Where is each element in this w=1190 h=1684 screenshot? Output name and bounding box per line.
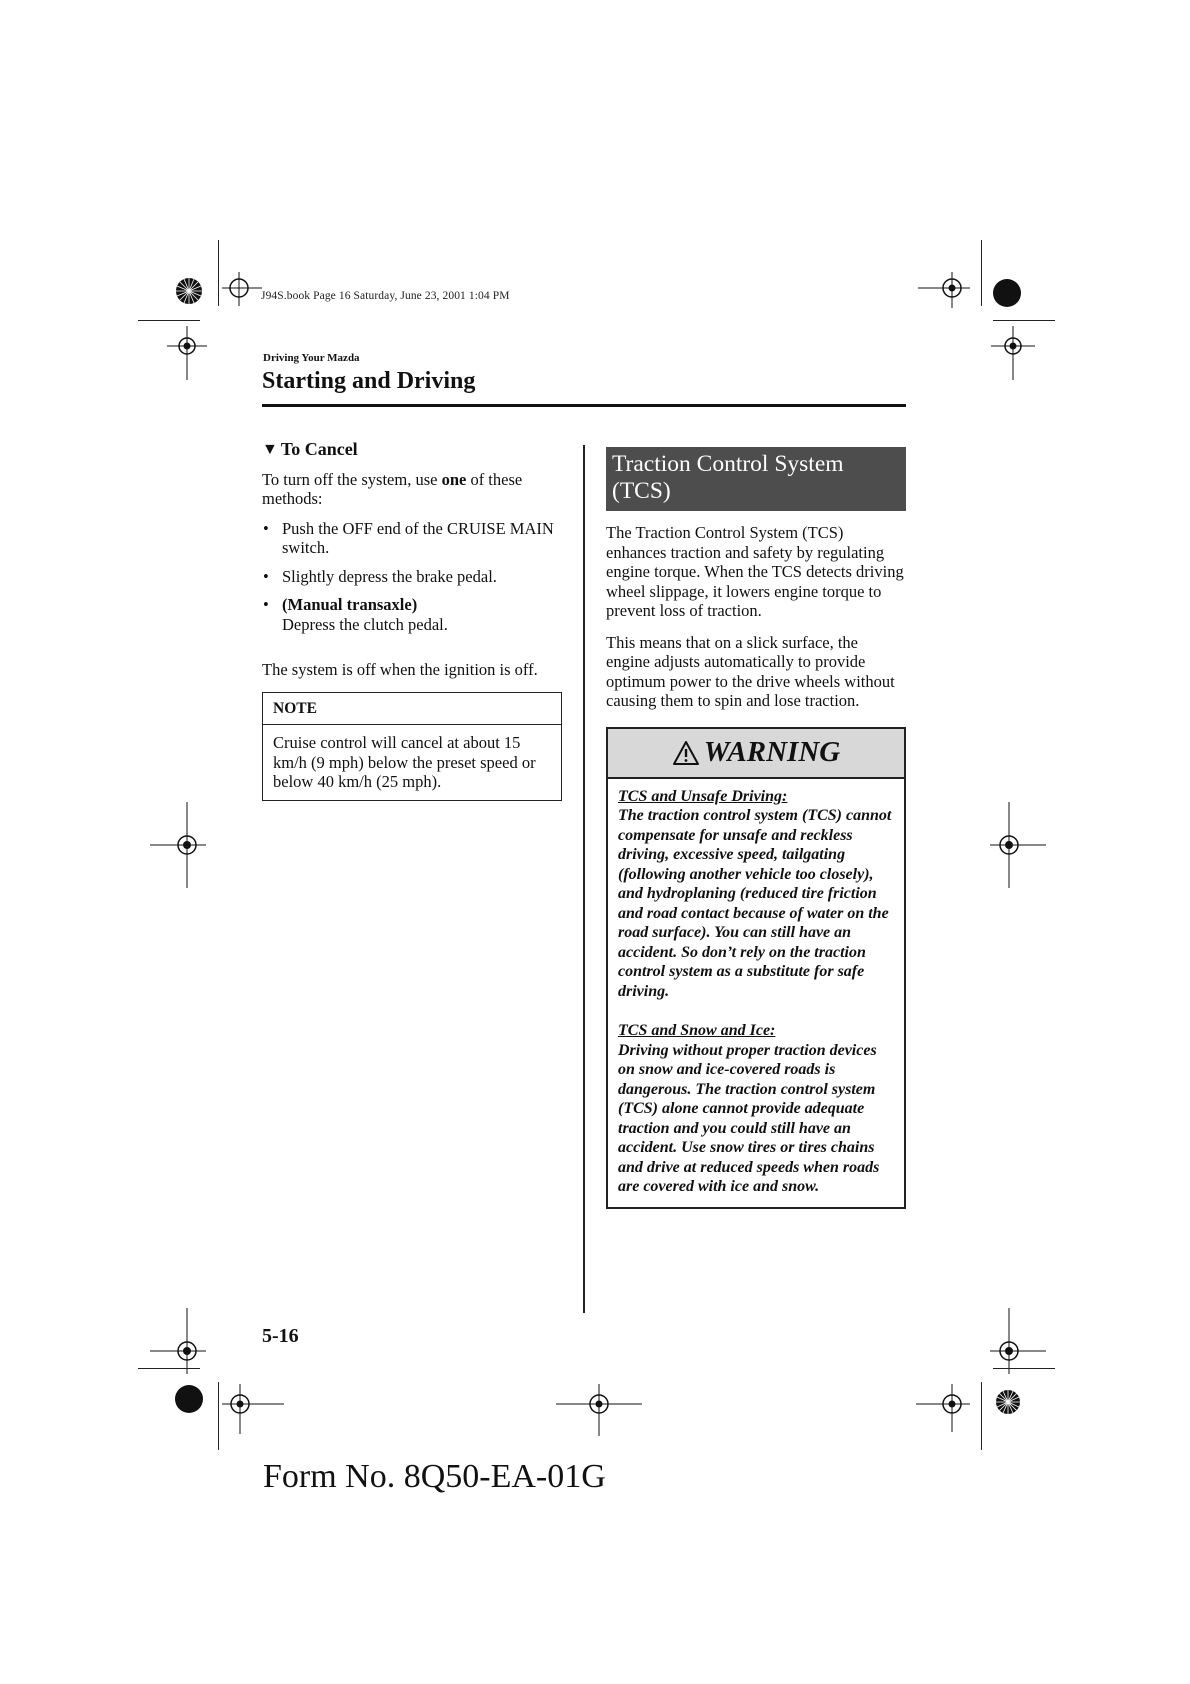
crosshair-registration-icon [990, 802, 1046, 888]
subheading-text: To Cancel [280, 439, 358, 459]
crosshair-registration-icon [222, 1384, 284, 1434]
crop-line [218, 240, 219, 306]
crosshair-registration-icon [916, 1384, 970, 1434]
system-off-paragraph: The system is off when the ignition is off. [262, 660, 538, 679]
tcs-paragraph: This means that on a slick surface, the engine adjusts automatically to provide optimum power to the drive wheels without causing them to spin and lose traction. [606, 632, 895, 710]
crosshair-registration-icon [556, 1384, 642, 1436]
warning-text: Driving without proper traction devices on snow and ice-covered roads is dangerous. The traction control system (TCS) alone cannot provide adequate traction and you could still have an accident. Use snow tires or tires chains and drive at reduced speeds when roads are covered with ice and snow. [618, 1041, 880, 1195]
page-number: 5-16 [262, 1325, 299, 1347]
crop-line [981, 240, 982, 306]
subheading [262, 440, 562, 460]
section-label: Driving Your Mazda [263, 352, 360, 364]
crop-line [218, 1382, 219, 1450]
crop-line [993, 320, 1055, 321]
crosshair-registration-icon [150, 802, 206, 888]
form-number: Form No. 8Q50-EA-01G [263, 1458, 606, 1495]
warning-body [608, 779, 904, 1207]
crosshair-registration-icon [150, 1308, 206, 1374]
crop-line [138, 1368, 200, 1369]
note-box [262, 692, 562, 801]
warning-text: The traction control system (TCS) cannot compensate for unsafe and reckless driving, excessive speed, tailgating (following another vehicle too closely), and hydroplaning (reduced tire friction and road contact because of water on the road surface). You can still have an accident. So don’t rely on the traction control system as a substitute for safe driving. [618, 807, 892, 1000]
triangle-down-icon: ▼ [262, 441, 278, 458]
crosshair-registration-icon [222, 272, 262, 312]
tcs-paragraph: The Traction Control System (TCS) enhances traction and safety by regulating engine torque. When the TCS detects driving wheel slippage, it lowers engine torque to prevent loss of traction. [606, 523, 904, 620]
warning-subheading: TCS and Unsafe Driving: [618, 787, 788, 805]
list-item-label: • (Manual transaxle) [282, 595, 418, 614]
list-item [262, 567, 562, 587]
warning-triangle-icon [672, 740, 700, 766]
tcs-heading: Traction Control System (TCS) [606, 447, 906, 511]
warning-header [608, 729, 904, 779]
spacer [618, 1001, 894, 1021]
solid-registration-dot-icon [174, 1384, 204, 1414]
solid-registration-dot-icon [992, 278, 1022, 308]
crop-line [993, 1368, 1055, 1369]
column-divider [583, 445, 585, 1313]
cancel-methods-list [262, 519, 562, 635]
list-item [262, 519, 562, 558]
print-header: J94S.book Page 16 Saturday, June 23, 2001 1:04 PM [261, 290, 510, 302]
intro-text: To turn off the system, use [262, 469, 442, 489]
warning-subheading: TCS and Snow and Ice: [618, 1022, 776, 1039]
list-item-text: Depress the clutch pedal. [282, 614, 448, 634]
intro-emphasis: one [441, 469, 467, 489]
crosshair-registration-icon [167, 326, 207, 380]
crosshair-registration-icon [918, 272, 970, 312]
warning-box [606, 727, 906, 1209]
crop-line [981, 1382, 982, 1450]
starburst-registration-icon [994, 1388, 1022, 1416]
crosshair-registration-icon [991, 326, 1035, 380]
right-column [606, 447, 906, 1209]
list-item-text: Push the OFF end of the CRUISE MAIN switch. [282, 518, 554, 557]
warning-title: WARNING [703, 735, 841, 768]
list-item-text: Slightly depress the brake pedal. [282, 566, 497, 586]
list-item [262, 595, 562, 634]
crop-line [138, 320, 200, 321]
starburst-registration-icon [174, 276, 204, 306]
title-rule [262, 404, 906, 407]
left-column [262, 440, 562, 801]
note-body: Cruise control will cancel at about 15 km/h (9 mph) below the preset speed or below 40 km/h (25 mph). [273, 733, 536, 791]
intro-text: of these methods: [262, 469, 523, 508]
crosshair-registration-icon [990, 1308, 1046, 1374]
intro-paragraph [262, 470, 562, 509]
page-title: Starting and Driving [262, 368, 476, 394]
note-title: NOTE [263, 693, 561, 726]
